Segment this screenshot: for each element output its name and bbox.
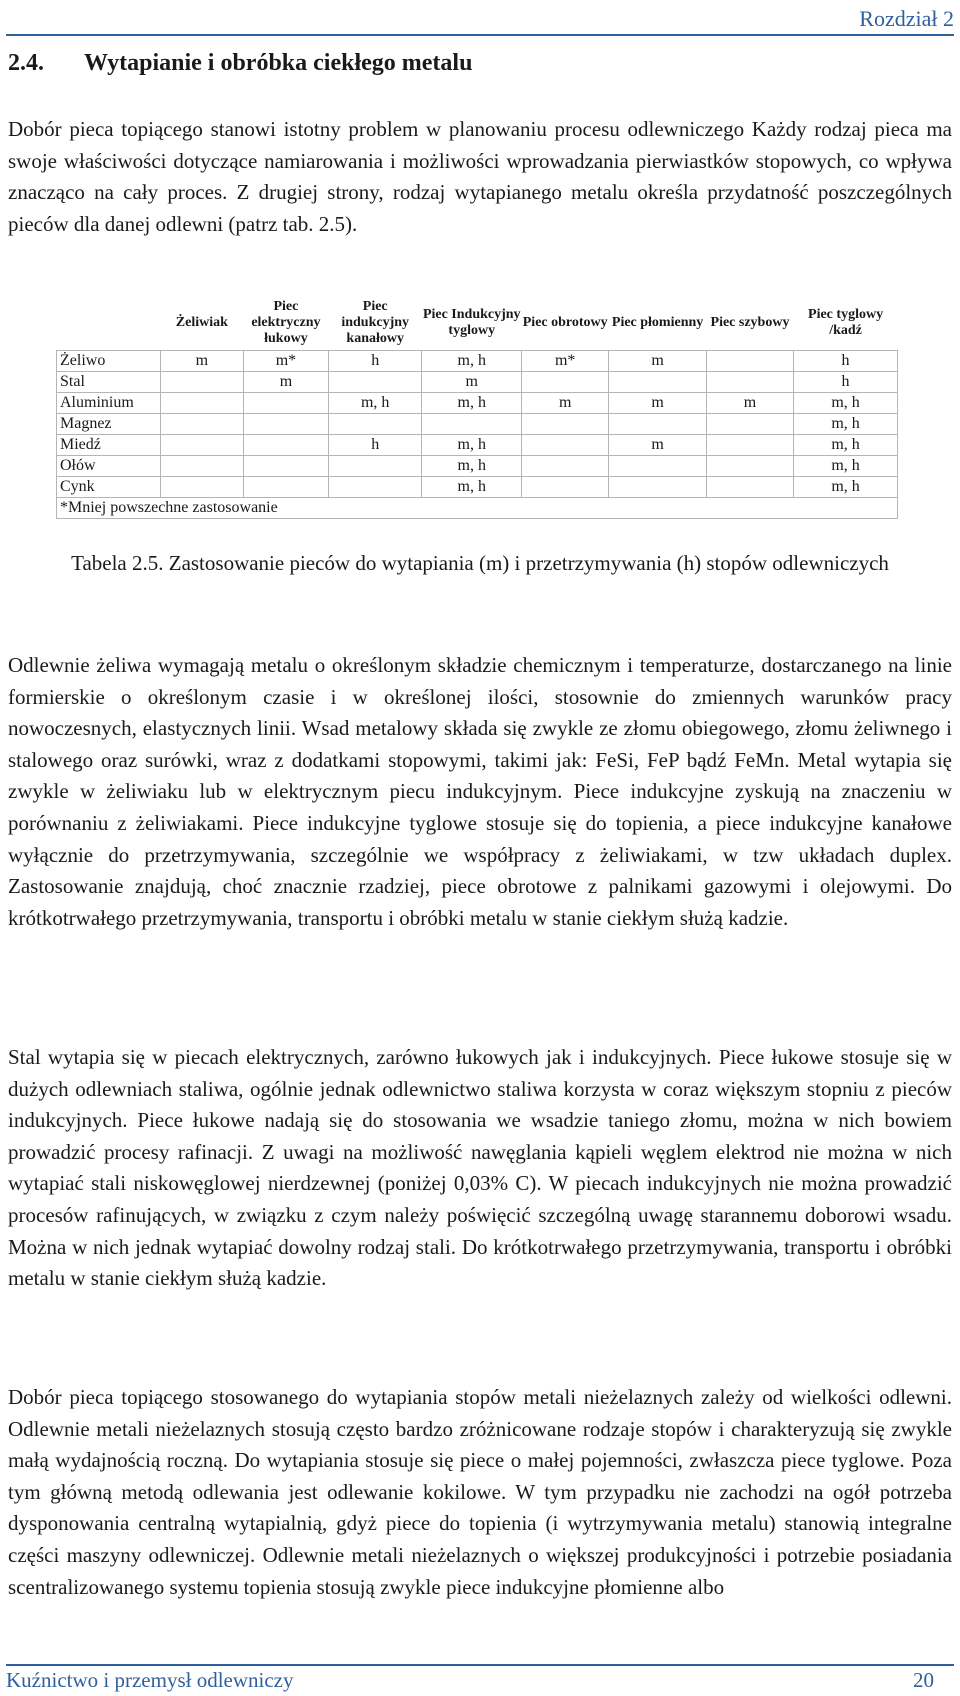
table-cell xyxy=(422,414,522,435)
table-cell: m xyxy=(160,351,243,372)
column-header xyxy=(57,296,161,351)
row-label-cell: Cynk xyxy=(57,477,161,498)
table-cell: m* xyxy=(243,351,328,372)
section-title: Wytapianie i obróbka ciekłego metalu xyxy=(84,50,473,76)
table-cell: m xyxy=(522,393,609,414)
table-cell: h xyxy=(794,351,898,372)
table-cell xyxy=(706,351,793,372)
furnace-application-table xyxy=(56,296,898,519)
column-header: Piec tyglowy /kadź xyxy=(794,296,898,351)
table-cell xyxy=(609,456,707,477)
table-cell xyxy=(706,456,793,477)
page-number: 20 xyxy=(913,1668,934,1692)
row-label-cell: Ołów xyxy=(57,456,161,477)
table-cell xyxy=(160,414,243,435)
table-header-row xyxy=(57,296,898,351)
table-cell xyxy=(522,477,609,498)
table-footnote-row xyxy=(57,498,898,519)
table-row xyxy=(57,435,898,456)
paragraph-steel-melting: Stal wytapia się w piecach elektrycznych, zarówno łukowych jak i indukcyjnych. Piece łukowe stosuje się w dużych odlewniach staliwa, ogólnie jednak odlewnictwo staliwa korzysta w coraz większym stopniu z pieców indukcyjnych. Piece łukowe nadają się do stosowania we wsadzie taniego złomu, można w nich bowiem prowadzić procesy rafinacji. Z uwagi na możliwość nawęglania kąpieli węglem elektrod nie można w nich wytapiać stali niskowęglowej nierdzewnej (poniżej 0,03% C). W piecach indukcyjnych nie można prowadzić procesów rafinujących, w związku z czym należy poświęcić szczególną uwagę starannemu doborowi wsadu. Można w nich jednak wytapiać dowolny rodzaj stali. Do krótkotrwałego przetrzymywania, transportu i obróbki metalu w stanie ciekłym służą kadzie. xyxy=(8,1045,952,1291)
table-cell: h xyxy=(794,372,898,393)
table-cell xyxy=(706,477,793,498)
chapter-header: Rozdział 2 xyxy=(859,6,954,31)
table-cell xyxy=(522,435,609,456)
table-cell: m, h xyxy=(422,456,522,477)
table-cell: m, h xyxy=(422,477,522,498)
table-cell xyxy=(243,393,328,414)
table-row xyxy=(57,477,898,498)
table-cell: m, h xyxy=(794,477,898,498)
table-cell: m xyxy=(706,393,793,414)
paragraph-cast-iron-foundries: Odlewnie żeliwa wymagają metalu o określonym składzie chemicznym i temperaturze, dostarczanego na linie formierskie o określonym czasie i w określonej ilości, stosownie do zmiennych warunków pracy nowoczesnych, elastycznych linii. Wsad metalowy składa się zwykle ze złomu obiegowego, złomu żeliwnego i stalowego oraz surówki, wraz z dodatkami stopowymi, takimi jak: FeSi, FeP bądź FeMn. Metal wytapia się zwykle w żeliwiaku lub w elektrycznym piecu indukcyjnym. Piece indukcyjne zyskują na znaczeniu w porównaniu z żeliwiakami. Piece indukcyjne tyglowe stosuje się do topienia, a piece indukcyjne kanałowe wyłącznie do przetrzymywania, szczególnie we współpracy z żeliwiakami, w tzw układach duplex. Zastosowanie znajdują, choć znacznie rzadziej, piece obrotowe z palnikami gazowymi i olejowymi. Do krótkotrwałego przetrzymywania, transportu i obróbki metalu w stanie ciekłym służą kadzie. xyxy=(8,653,952,930)
table-cell xyxy=(160,477,243,498)
table-cell: m, h xyxy=(422,351,522,372)
table-cell: m, h xyxy=(794,414,898,435)
table-row xyxy=(57,372,898,393)
paragraph-furnace-selection: Dobór pieca topiącego stanowi istotny problem w planowaniu procesu odlewniczego Każdy rodzaj pieca ma swoje właściwości dotyczące namiarowania i możliwości wprowadzania pierwiastków stopowych, co wpływa znacząco na cały proces. Z drugiej strony, rodzaj wytapianego metalu określa przydatność poszczególnych pieców dla danej odlewni (patrz tab. 2.5). xyxy=(8,117,952,236)
table-cell xyxy=(706,414,793,435)
table-cell xyxy=(328,372,421,393)
table-cell xyxy=(243,435,328,456)
table-cell xyxy=(243,414,328,435)
column-header: Piec szybowy xyxy=(706,296,793,351)
table-row xyxy=(57,456,898,477)
table-cell xyxy=(522,414,609,435)
table-cell xyxy=(706,435,793,456)
table-footnote: *Mniej powszechne zastosowanie xyxy=(57,498,898,519)
table-caption: Tabela 2.5. Zastosowanie pieców do wytapiania (m) i przetrzymywania (h) stopów odlewniczych xyxy=(71,551,889,575)
header-divider xyxy=(6,34,954,36)
table-row xyxy=(57,393,898,414)
table-cell xyxy=(160,435,243,456)
table-cell xyxy=(706,372,793,393)
table-cell xyxy=(609,414,707,435)
row-label-cell: Stal xyxy=(57,372,161,393)
table-cell: m, h xyxy=(422,435,522,456)
table-cell: m, h xyxy=(794,393,898,414)
section-number: 2.4. xyxy=(8,50,44,76)
table-row xyxy=(57,414,898,435)
table-cell: m, h xyxy=(422,393,522,414)
table-cell: h xyxy=(328,435,421,456)
row-label-cell: Magnez xyxy=(57,414,161,435)
column-header: Żeliwiak xyxy=(160,296,243,351)
footer-divider xyxy=(6,1664,954,1666)
column-header: Piec płomienny xyxy=(609,296,707,351)
table-cell: m, h xyxy=(794,456,898,477)
table-cell xyxy=(328,414,421,435)
table-cell: m xyxy=(609,393,707,414)
table-cell: m xyxy=(422,372,522,393)
table-cell xyxy=(243,477,328,498)
table-cell: m xyxy=(609,351,707,372)
table-cell xyxy=(328,456,421,477)
table-cell xyxy=(522,456,609,477)
table-cell xyxy=(328,477,421,498)
row-label-cell: Miedź xyxy=(57,435,161,456)
table-body xyxy=(57,351,898,498)
table-cell xyxy=(160,393,243,414)
table-cell: m xyxy=(243,372,328,393)
row-label-cell: Aluminium xyxy=(57,393,161,414)
row-label-cell: Żeliwo xyxy=(57,351,161,372)
table-cell: m xyxy=(609,435,707,456)
table-cell xyxy=(160,456,243,477)
table-cell xyxy=(609,477,707,498)
section-heading xyxy=(8,50,472,77)
furnace-table-container xyxy=(56,296,898,526)
footer-journal-title: Kuźnictwo i przemysł odlewniczy xyxy=(6,1668,294,1692)
column-header: Piec elektryczny łukowy xyxy=(243,296,328,351)
table-cell xyxy=(160,372,243,393)
paragraph-non-ferrous: Dobór pieca topiącego stosowanego do wytapiania stopów metali nieżelaznych zależy od wielkości odlewni. Odlewnie metali nieżelaznych stosują często bardzo zróżnicowane rodzaje stopów i charakteryzują się zwykle małą wydajnością roczną. Do wytapiania stosuje się piece o małej pojemności, zwłaszcza piece tyglowe. Poza tym główną metodą odlewania jest odlewanie kokilowe. W tym przypadku nie zachodzi na ogół potrzeba dysponowania centralną wytapialnią, gdyż piece do topienia (i wytrzymywania metalu) stanowią integralne części maszyny odlewniczej. Odlewnie metali nieżelaznych o większej produkcyjności i potrzebie posiadania scentralizowanego systemu topienia stosują zwykle piece indukcyjne płomienne albo xyxy=(8,1385,952,1599)
table-cell: h xyxy=(328,351,421,372)
table-cell: m, h xyxy=(794,435,898,456)
column-header: Piec Indukcyjny tyglowy xyxy=(422,296,522,351)
table-row xyxy=(57,351,898,372)
table-cell: m* xyxy=(522,351,609,372)
column-header: Piec obrotowy xyxy=(522,296,609,351)
table-cell xyxy=(243,456,328,477)
table-cell xyxy=(609,372,707,393)
column-header: Piec indukcyjny kanałowy xyxy=(328,296,421,351)
table-cell: m, h xyxy=(328,393,421,414)
table-cell xyxy=(522,372,609,393)
